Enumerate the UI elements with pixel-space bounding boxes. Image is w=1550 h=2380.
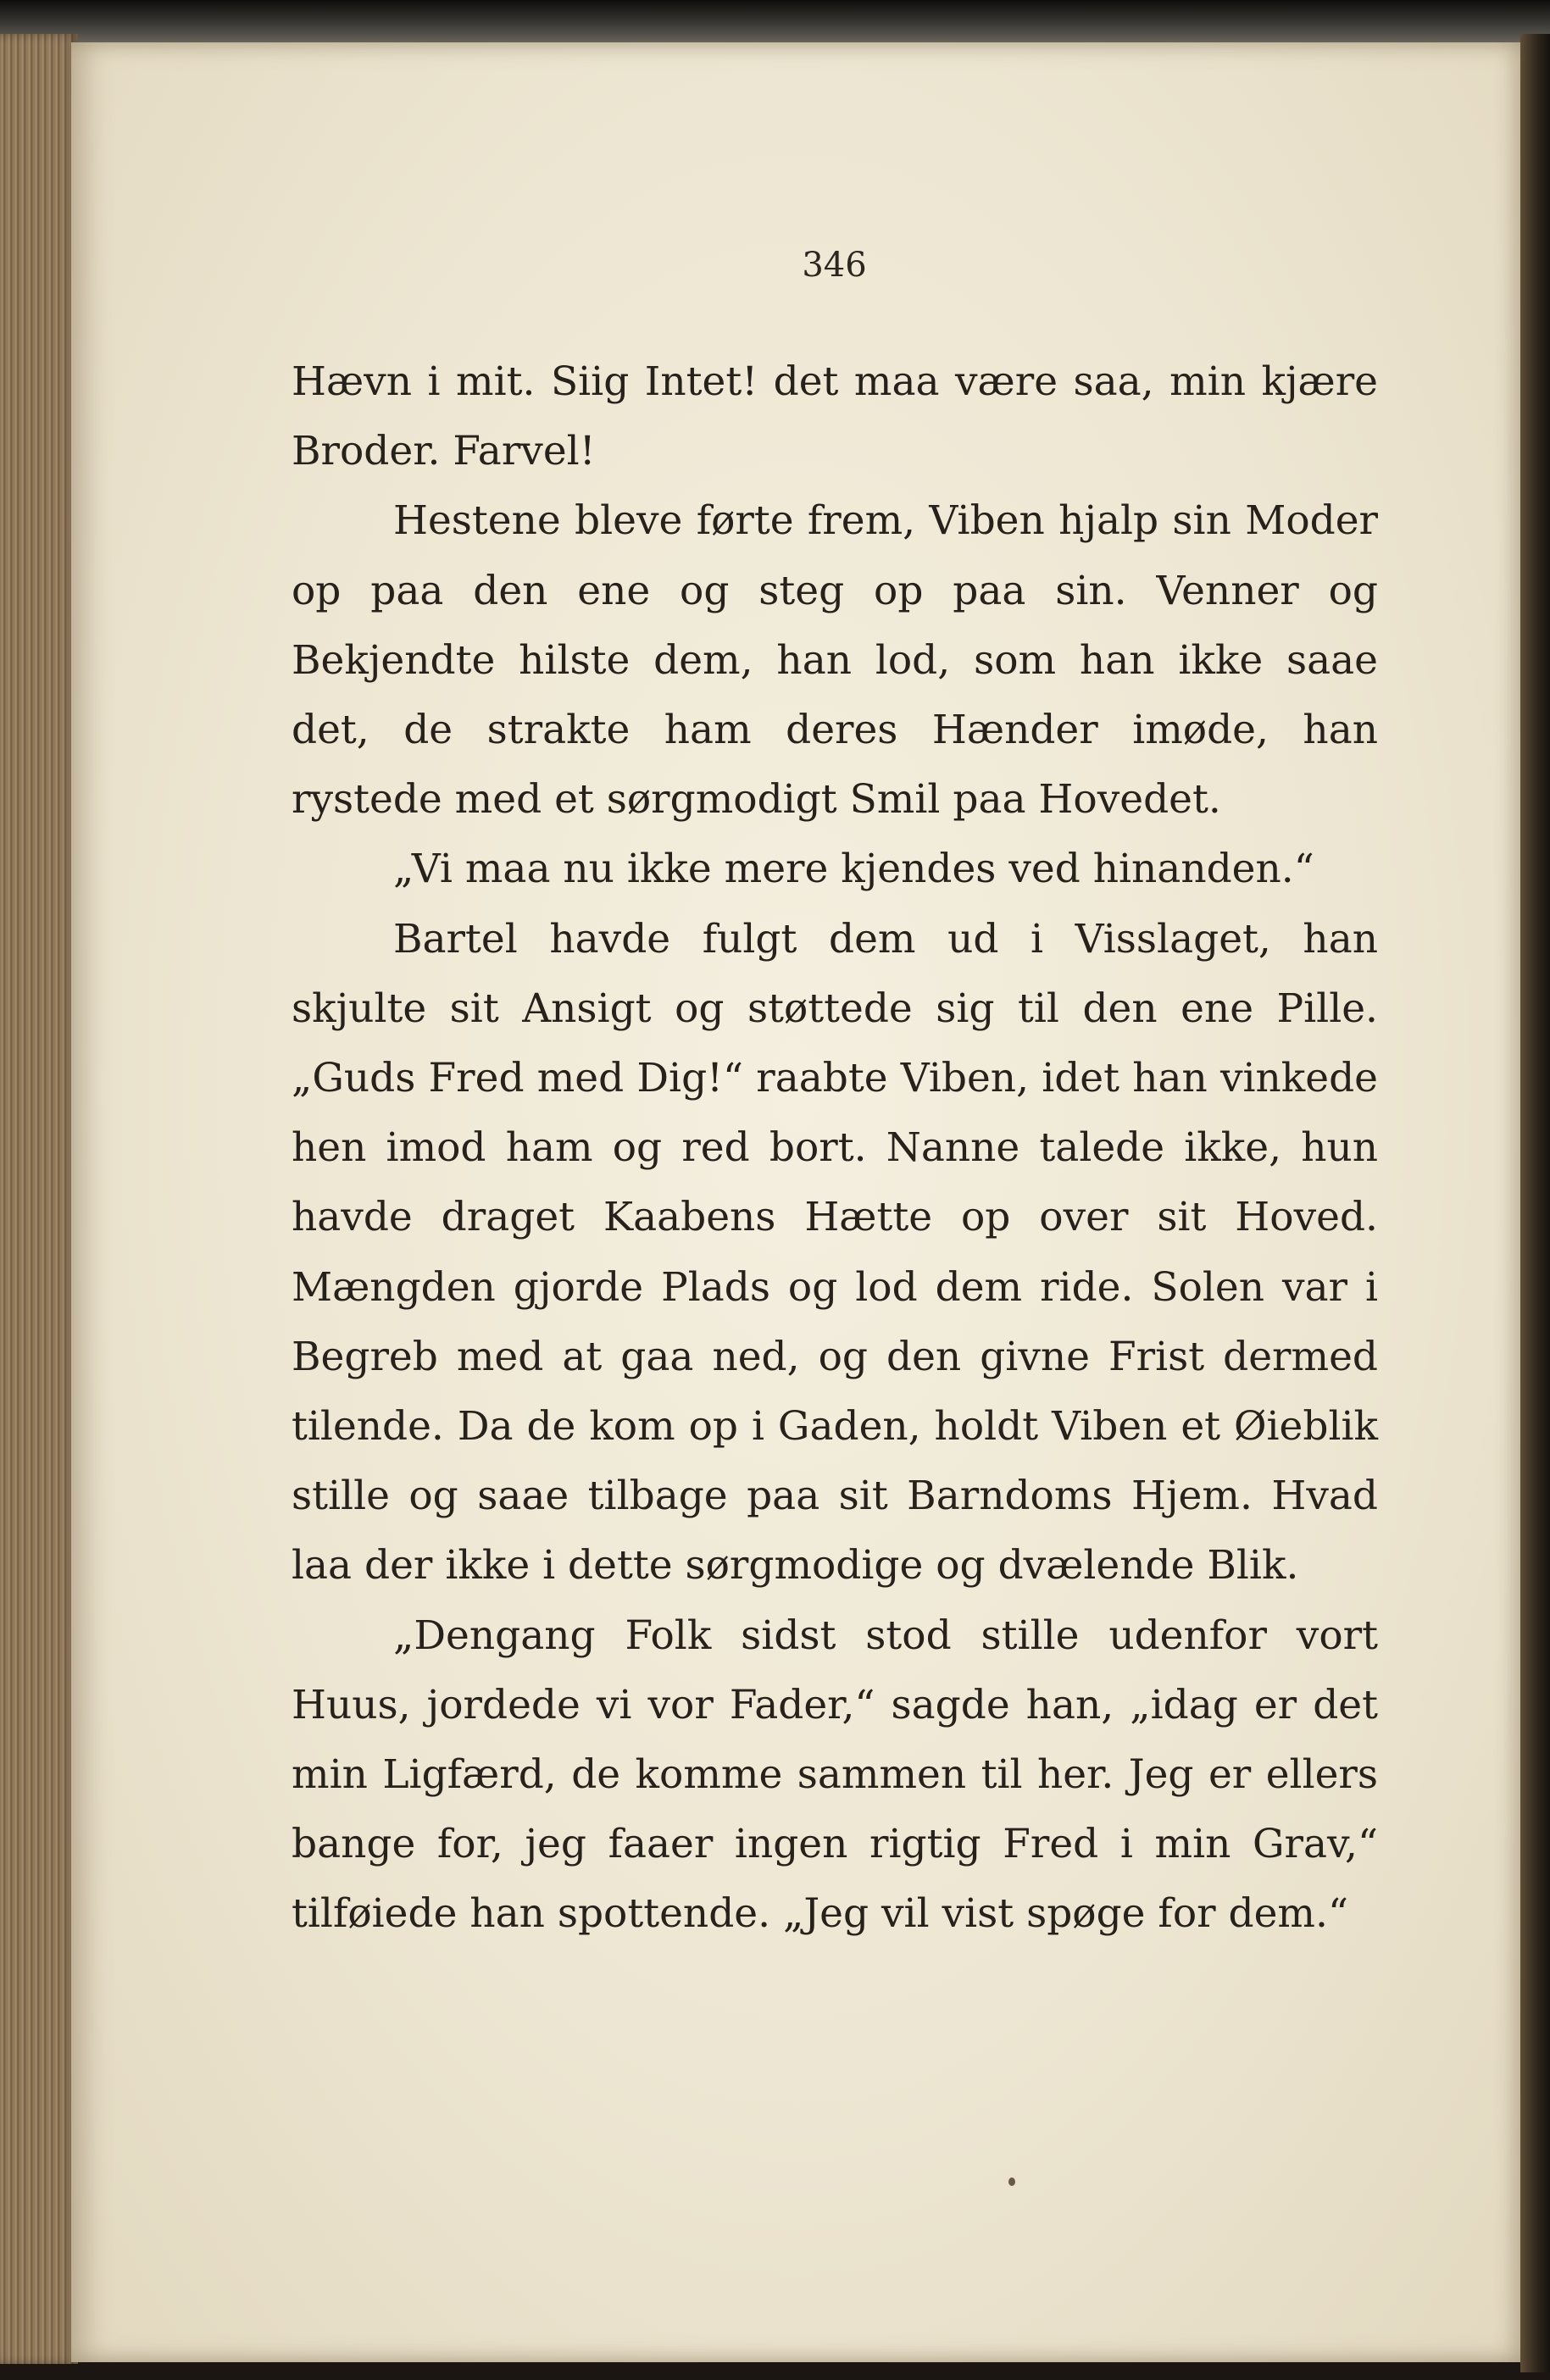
paragraph: „Dengang Folk sidst stod stille udenfor vort Huus, jordede vi vor Fader,“ sagde han, „idag er det min Ligfærd, de komme sammen til her. Jeg er ellers bange for, jeg faaer ingen rigtig Fred i min Grav,“ tilføiede han spottende. „Jeg vil vist spøge for dem.“	[292, 1612, 1378, 1938]
book-top-edge	[0, 0, 1550, 44]
page-text	[292, 347, 1378, 1950]
book-binding-right	[1520, 34, 1550, 2372]
paragraph: Bartel havde fulgt dem ud i Visslaget, han skjulte sit Ansigt og støttede sig til den ene Pille. „Guds Fred med Dig!“ raabte Viben, idet han vinkede hen imod ham og red bort. Nanne talede ikke, hun havde draget Kaabens Hætte op over sit Hoved. Mængden gjorde Plads og lod dem ride. Solen var i Begreb med at gaa ned, og den givne Frist dermed tilende. Da de kom op i Gaden, holdt Viben et Øieblik stille og saae tilbage paa sit Barndoms Hjem. Hvad laa der ikke i dette sørgmodige og dvælende Blik.	[292, 915, 1378, 1589]
paragraph: Hestene bleve førte frem, Viben hjalp sin Moder op paa den ene og steg op paa sin. Venner og Bekjendte hilste dem, han lod, som han ikke saae det, de strakte ham deres Hænder imøde, han rystede med et sørgmodigt Smil paa Hovedet.	[292, 497, 1378, 824]
paragraph: Hævn i mit. Siig Intet! det maa være saa, min kjære Broder. Farvel!	[292, 358, 1378, 475]
ink-smudge	[1008, 2178, 1015, 2186]
paragraph: „Vi maa nu ikke mere kjendes ved hinanden.“	[393, 846, 1314, 893]
page-number: 346	[802, 246, 867, 285]
page-edges-left	[0, 34, 78, 2364]
